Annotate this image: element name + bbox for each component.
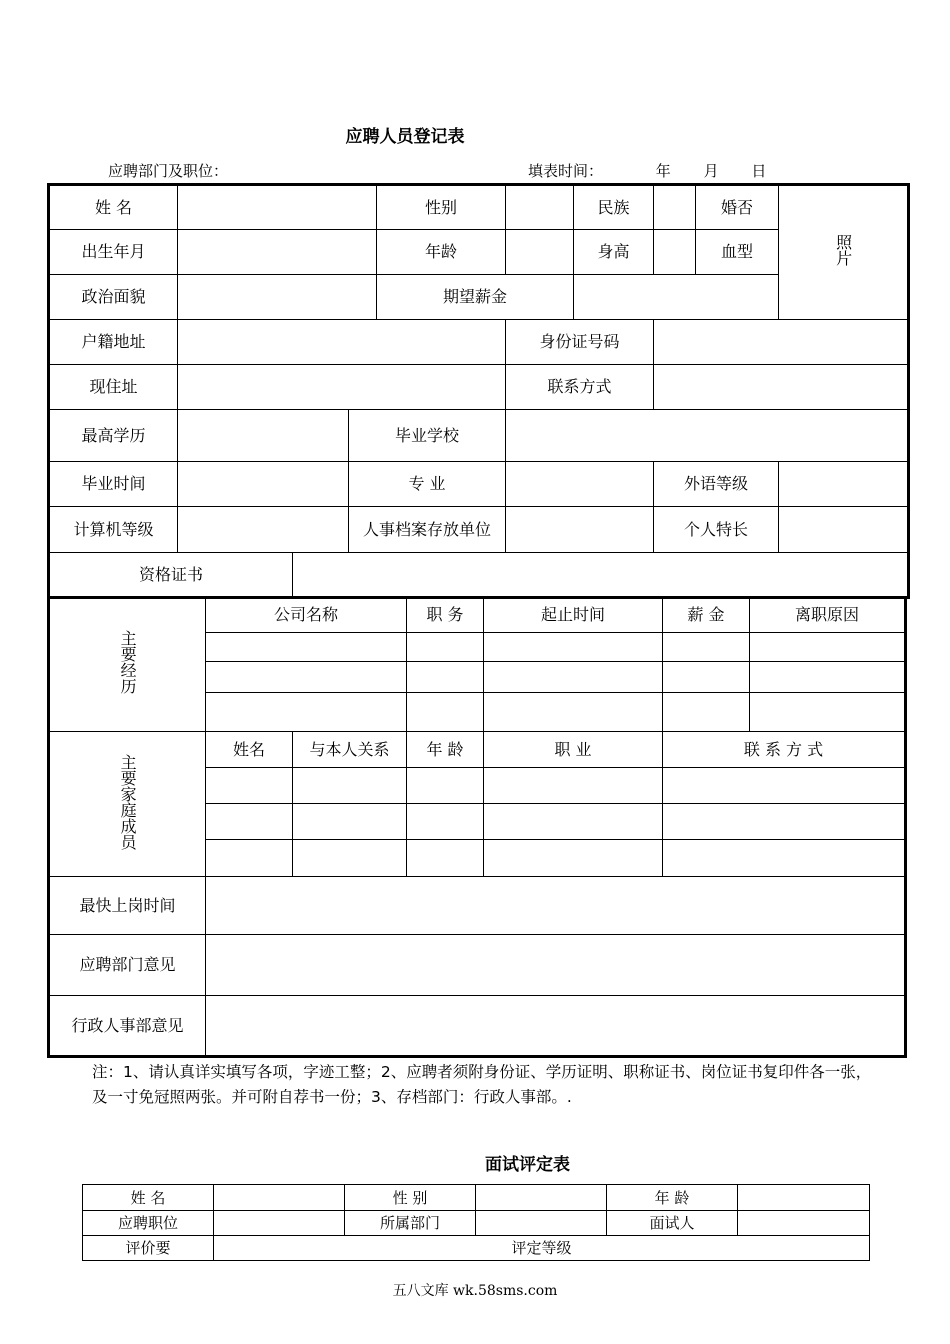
- certificates-label: 资格证书: [49, 553, 293, 598]
- family-cell[interactable]: [407, 768, 484, 804]
- salary-label: 期望薪金: [377, 275, 574, 320]
- dept-opinion-field[interactable]: [206, 935, 906, 996]
- iv-name-field[interactable]: [214, 1185, 345, 1211]
- address-field[interactable]: [178, 365, 506, 410]
- age-label: 年龄: [377, 230, 506, 275]
- computer-label: 计算机等级: [49, 507, 178, 553]
- family-cell[interactable]: [484, 768, 663, 804]
- experience-cell[interactable]: [206, 662, 407, 693]
- family-cell[interactable]: [484, 840, 663, 877]
- family-cell[interactable]: [484, 804, 663, 840]
- archive-label: 人事档案存放单位: [349, 507, 506, 553]
- iv-dept-field[interactable]: [476, 1211, 607, 1236]
- start-time-field[interactable]: [206, 877, 906, 935]
- hr-opinion-field[interactable]: [206, 996, 906, 1057]
- experience-header: 薪 金: [663, 597, 750, 633]
- family-cell[interactable]: [293, 768, 407, 804]
- iv-summary-label: 评价要: [83, 1236, 214, 1261]
- iv-age-field[interactable]: [738, 1185, 870, 1211]
- hr-opinion-label: 行政人事部意见: [49, 996, 206, 1057]
- salary-field[interactable]: [574, 275, 779, 320]
- fill-time-label: [528, 160, 766, 181]
- name-label: 姓 名: [49, 185, 178, 230]
- iv-position-field[interactable]: [214, 1211, 345, 1236]
- birth-label: 出生年月: [49, 230, 178, 275]
- experience-header: 职 务: [407, 597, 484, 633]
- experience-header: 起止时间: [484, 597, 663, 633]
- major-label: 专 业: [349, 462, 506, 507]
- footer-watermark: 五八文库 wk.58sms.com: [392, 1283, 558, 1299]
- contact-label: 联系方式: [506, 365, 654, 410]
- experience-cell[interactable]: [484, 662, 663, 693]
- family-cell[interactable]: [206, 840, 293, 877]
- family-cell[interactable]: [206, 804, 293, 840]
- experience-cell[interactable]: [206, 693, 407, 732]
- experience-header: 公司名称: [206, 597, 407, 633]
- name-field[interactable]: [178, 185, 377, 230]
- month-label: 月: [703, 162, 719, 180]
- photo-box[interactable]: [779, 185, 909, 320]
- birth-field[interactable]: [178, 230, 377, 275]
- iv-interviewer-field[interactable]: [738, 1211, 870, 1236]
- family-cell[interactable]: [663, 840, 906, 877]
- specialty-field[interactable]: [779, 507, 909, 553]
- family-cell[interactable]: [293, 804, 407, 840]
- registration-table: [47, 183, 910, 599]
- certificates-field[interactable]: [293, 553, 909, 598]
- form-note: 注：1、请认真详实填写各项，字迹工整；2、应聘者须附身份证、学历证明、职称证书、岗位证书复印件各一张，及一寸免冠照两张。并可附自荐书一份；3、存档部门：行政人事部。.: [92, 1063, 872, 1106]
- iv-gender-label: 性 别: [345, 1185, 476, 1211]
- family-cell[interactable]: [407, 840, 484, 877]
- contact-field[interactable]: [654, 365, 909, 410]
- id-number-label: 身份证号码: [506, 320, 654, 365]
- iv-gender-field[interactable]: [476, 1185, 607, 1211]
- family-cell[interactable]: [293, 840, 407, 877]
- form-title: 应聘人员登记表: [345, 127, 465, 147]
- marital-label: 婚否: [696, 185, 779, 230]
- computer-field[interactable]: [178, 507, 349, 553]
- family-cell[interactable]: [206, 768, 293, 804]
- experience-section-label: 主要经历: [49, 597, 206, 732]
- experience-cell[interactable]: [750, 633, 906, 662]
- experience-family-table: [47, 596, 907, 1058]
- height-label: 身高: [574, 230, 654, 275]
- experience-cell[interactable]: [206, 633, 407, 662]
- political-label: 政治面貌: [49, 275, 178, 320]
- family-cell[interactable]: [663, 768, 906, 804]
- experience-header: 离职原因: [750, 597, 906, 633]
- specialty-label: 个人特长: [654, 507, 779, 553]
- blood-label: 血型: [696, 230, 779, 275]
- education-label: 最高学历: [49, 410, 178, 462]
- gender-label: 性别: [377, 185, 506, 230]
- interview-table: [82, 1184, 870, 1261]
- gender-field[interactable]: [506, 185, 574, 230]
- school-field[interactable]: [506, 410, 909, 462]
- family-header: 姓名: [206, 732, 293, 768]
- iv-age-label: 年 龄: [607, 1185, 738, 1211]
- experience-cell[interactable]: [663, 693, 750, 732]
- iv-name-label: 姓 名: [83, 1185, 214, 1211]
- language-label: 外语等级: [654, 462, 779, 507]
- iv-rating-label: 评定等级: [214, 1236, 870, 1261]
- iv-position-label: 应聘职位: [83, 1211, 214, 1236]
- experience-cell[interactable]: [407, 662, 484, 693]
- age-field[interactable]: [506, 230, 574, 275]
- archive-field[interactable]: [506, 507, 654, 553]
- iv-dept-label: 所属部门: [345, 1211, 476, 1236]
- iv-interviewer-label: 面试人: [607, 1211, 738, 1236]
- family-header: 年 龄: [407, 732, 484, 768]
- family-cell[interactable]: [407, 804, 484, 840]
- year-label: 年: [655, 162, 671, 180]
- photo-label: 照片: [833, 234, 853, 267]
- grad-time-label: 毕业时间: [49, 462, 178, 507]
- start-time-label: 最快上岗时间: [49, 877, 206, 935]
- interview-title: 面试评定表: [485, 1155, 570, 1175]
- experience-cell[interactable]: [484, 633, 663, 662]
- experience-cell[interactable]: [750, 662, 906, 693]
- family-header: 职 业: [484, 732, 663, 768]
- dept-opinion-label: 应聘部门意见: [49, 935, 206, 996]
- ethnicity-label: 民族: [574, 185, 654, 230]
- family-section-label: 主要家庭成员: [49, 732, 206, 877]
- id-number-field[interactable]: [654, 320, 909, 365]
- family-header: 与本人关系: [293, 732, 407, 768]
- dept-position-label: 应聘部门及职位：: [108, 162, 229, 180]
- experience-cell[interactable]: [407, 633, 484, 662]
- hukou-label: 户籍地址: [49, 320, 178, 365]
- ethnicity-field[interactable]: [654, 185, 696, 230]
- political-field[interactable]: [178, 275, 377, 320]
- language-field[interactable]: [779, 462, 909, 507]
- experience-cell[interactable]: [750, 693, 906, 732]
- experience-cell[interactable]: [663, 633, 750, 662]
- experience-cell[interactable]: [663, 662, 750, 693]
- experience-cell[interactable]: [484, 693, 663, 732]
- experience-cell[interactable]: [407, 693, 484, 732]
- school-label: 毕业学校: [349, 410, 506, 462]
- hukou-field[interactable]: [178, 320, 506, 365]
- height-field[interactable]: [654, 230, 696, 275]
- day-label: 日: [751, 162, 767, 180]
- address-label: 现住址: [49, 365, 178, 410]
- education-field[interactable]: [178, 410, 349, 462]
- family-cell[interactable]: [663, 804, 906, 840]
- major-field[interactable]: [506, 462, 654, 507]
- grad-time-field[interactable]: [178, 462, 349, 507]
- fill-time-text: 填表时间：: [528, 162, 604, 180]
- family-header: 联 系 方 式: [663, 732, 906, 768]
